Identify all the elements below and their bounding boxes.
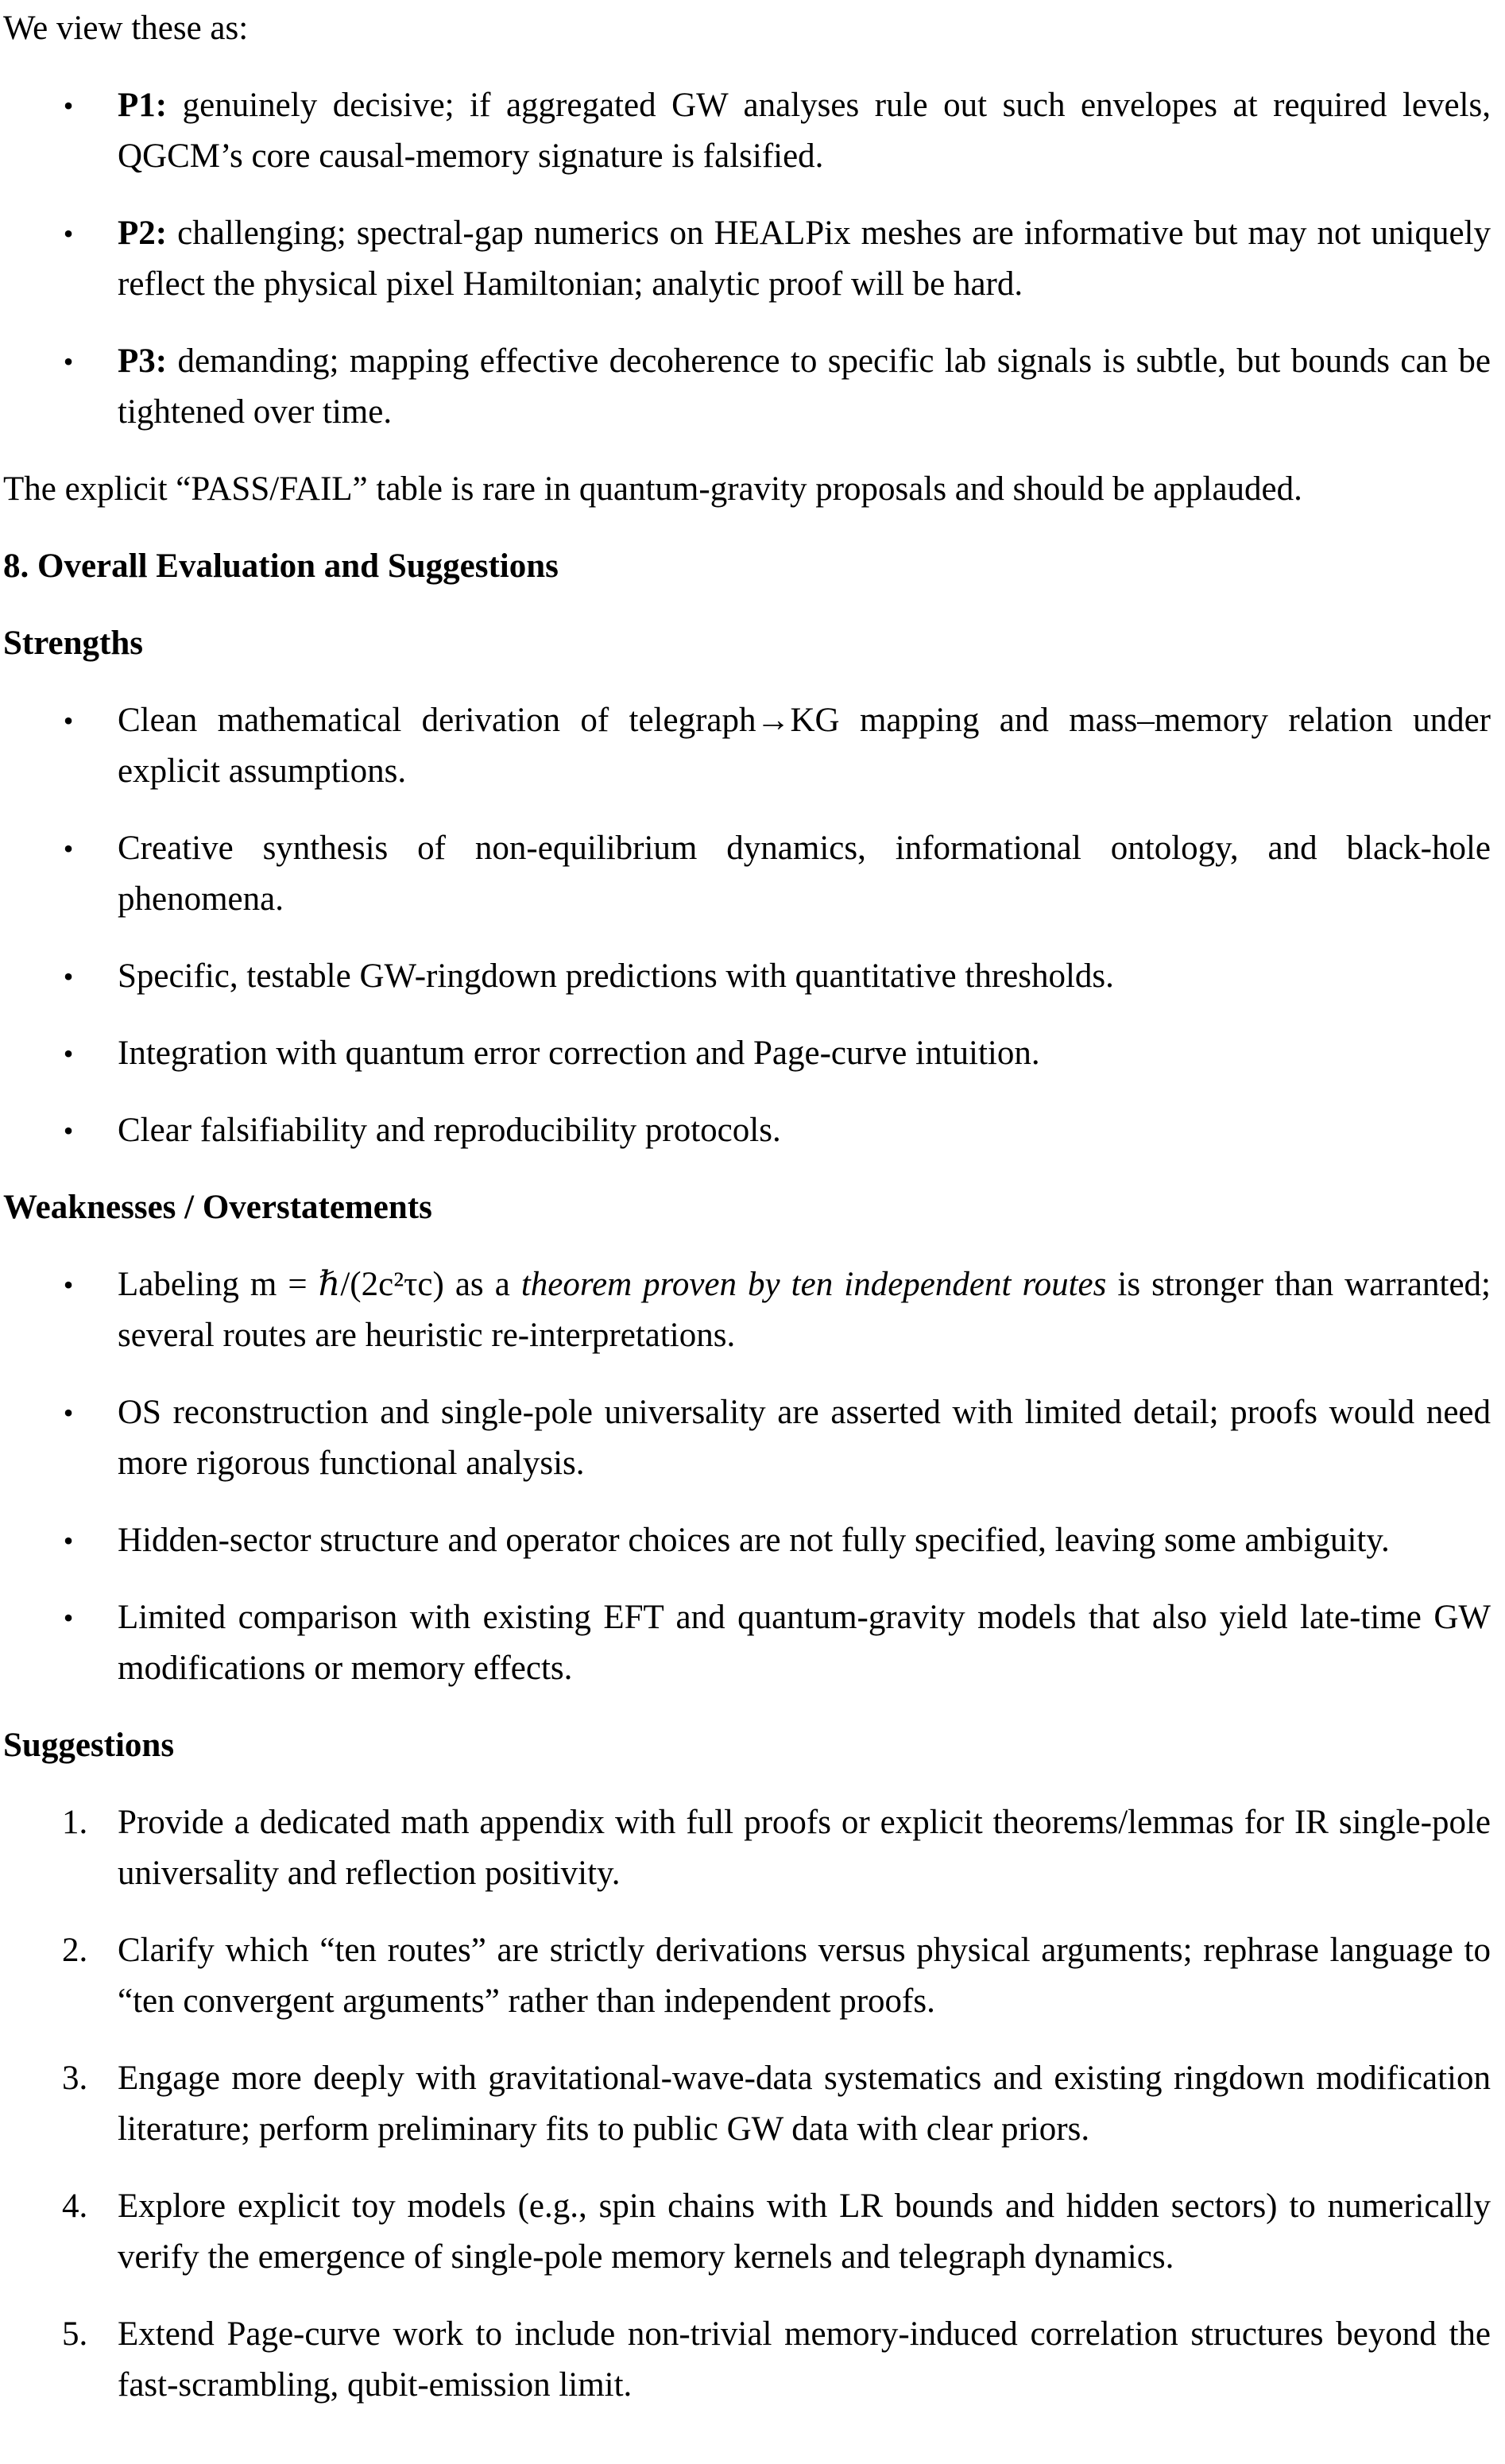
bullet-icon: • [63, 218, 74, 249]
prediction-text: demanding; mapping effective decoherence to specific lab signals is subtle, but bounds can be tightened over time. [118, 342, 1491, 431]
weakness-emphasis: theorem proven by ten independent routes [520, 1266, 1107, 1303]
bullet-icon: • [63, 833, 74, 865]
weakness-text: OS reconstruction and single-pole universality are asserted with limited detail; proofs would need more rigorous functional analysis. [118, 1394, 1491, 1482]
weakness-item [3, 1259, 1491, 1361]
bullet-icon: • [63, 1602, 74, 1634]
strength-item [3, 1028, 1491, 1079]
suggestion-item [3, 1797, 1491, 1899]
weakness-text-after: is stronger than warranted; several routes are heuristic re-interpretations. [118, 1266, 1491, 1354]
prediction-label: P1: [118, 87, 168, 124]
strength-text: Creative synthesis of non-equilibrium dynamics, informational ontology, and black-hole phenomena. [118, 830, 1491, 918]
bullet-icon: • [63, 90, 74, 122]
suggestion-text: Clarify which “ten routes” are strictly derivations versus physical arguments; rephrase language to “ten convergent arguments” rather than independent proofs. [118, 1932, 1491, 2020]
section-title: 8. Overall Evaluation and Suggestions [3, 547, 559, 585]
strength-text: Integration with quantum error correction and Page-curve intuition. [118, 1035, 1040, 1072]
bullet-icon: • [63, 961, 74, 992]
strengths-heading: Strengths [3, 625, 144, 662]
suggestion-item [3, 2181, 1491, 2283]
weakness-item [3, 1387, 1491, 1489]
suggestion-number: 2. [62, 1932, 88, 1969]
prediction-text: challenging; spectral-gap numerics on HEALPix meshes are informative but may not uniquely reflect the physical pixel Hamiltonian; analytic proof will be hard. [118, 215, 1491, 303]
prediction-text: genuinely decisive; if aggregated GW analyses rule out such envelopes at required levels, QGCM’s core causal-memory signature is falsified. [118, 87, 1491, 175]
suggestion-text: Provide a dedicated math appendix with full proofs or explicit theorems/lemmas for IR single-pole universality and reflection positivity. [118, 1804, 1491, 1892]
suggestion-text: Extend Page-curve work to include non-trivial memory-induced correlation structures beyond the fast-scrambling, qubit-emission limit. [118, 2315, 1491, 2404]
intro-text: We view these as: [3, 10, 249, 47]
weakness-item [3, 1515, 1491, 1566]
strength-text: Specific, testable GW-ringdown predictions with quantitative thresholds. [118, 957, 1114, 995]
bullet-icon: • [63, 1397, 74, 1429]
suggestion-item [3, 2309, 1491, 2411]
suggestion-number: 4. [62, 2187, 88, 2225]
strength-item [3, 1105, 1491, 1156]
suggestions-list [3, 1797, 1491, 2411]
suggestion-item [3, 1925, 1491, 2027]
weakness-item [3, 1592, 1491, 1694]
strength-item [3, 951, 1491, 1002]
bullet-icon: • [63, 1038, 74, 1070]
bullet-icon: • [63, 1525, 74, 1557]
weakness-text-before: Labeling m = ℏ/(2c²τc) as a [118, 1266, 521, 1303]
strengths-list [3, 695, 1491, 1156]
predictions-list [3, 80, 1491, 438]
prediction-item-p1 [3, 80, 1491, 182]
prediction-label: P2: [118, 215, 168, 252]
prediction-item-p3 [3, 336, 1491, 438]
suggestion-number: 1. [62, 1804, 88, 1841]
suggestions-heading: Suggestions [3, 1727, 175, 1764]
suggestion-text: Explore explicit toy models (e.g., spin chains with LR bounds and hidden sectors) to numerically verify the emergence of single-pole memory kernels and telegraph dynamics. [118, 2187, 1491, 2276]
weaknesses-heading: Weaknesses / Overstatements [3, 1189, 432, 1226]
strength-item [3, 695, 1491, 797]
strength-text: Clean mathematical derivation of telegraph→KG mapping and mass–memory relation under explicit assumptions. [118, 702, 1491, 790]
weakness-text: Limited comparison with existing EFT and quantum-gravity models that also yield late-time GW modifications or memory effects. [118, 1599, 1491, 1687]
strength-text: Clear falsifiability and reproducibility protocols. [118, 1112, 781, 1149]
weaknesses-list [3, 1259, 1491, 1694]
suggestion-number: 3. [62, 2060, 88, 2097]
weakness-text: Hidden-sector structure and operator choices are not fully specified, leaving some ambiguity. [118, 1522, 1390, 1559]
bullet-icon: • [63, 346, 74, 377]
suggestion-text: Engage more deeply with gravitational-wave-data systematics and existing ringdown modification literature; perform preliminary fits to public GW data with clear priors. [118, 2060, 1491, 2148]
bullet-icon: • [63, 1115, 74, 1147]
pass-fail-note: The explicit “PASS/FAIL” table is rare in quantum-gravity proposals and should be applauded. [3, 470, 1302, 508]
bullet-icon: • [63, 705, 74, 737]
prediction-item-p2 [3, 208, 1491, 310]
suggestion-number: 5. [62, 2315, 88, 2353]
bullet-icon: • [63, 1269, 74, 1301]
strength-item [3, 823, 1491, 925]
prediction-label: P3: [118, 342, 168, 380]
suggestion-item [3, 2053, 1491, 2155]
